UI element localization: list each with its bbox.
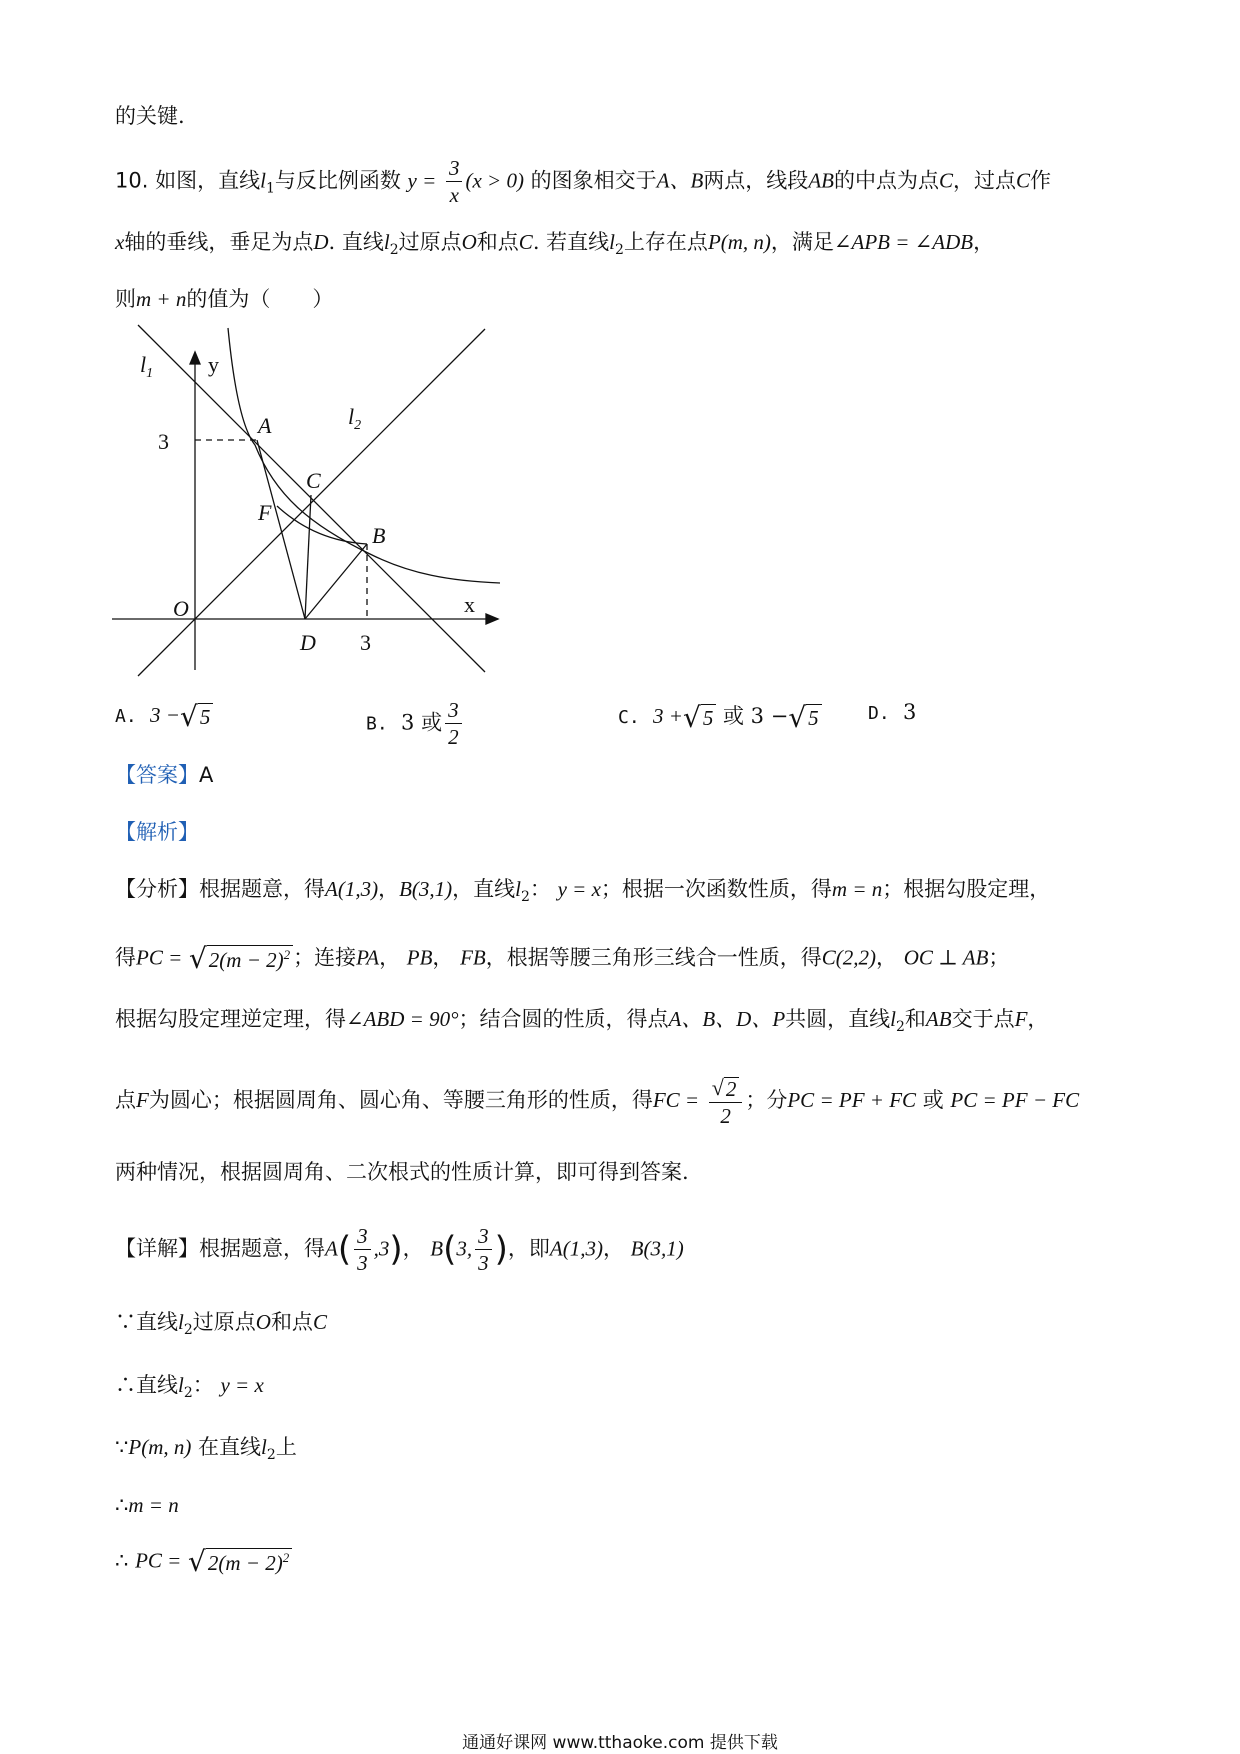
step-3: ∵P(m, n) 在直线$l_2$上 [115, 1435, 297, 1464]
page-footer: 通通好课网 www.tthaoke.com 提供下载 [462, 1733, 778, 1753]
y-axis-arrow [190, 352, 200, 364]
label-l2: $l_2$ [348, 404, 362, 433]
segment-fb [277, 506, 367, 544]
question-line-2: x轴的垂线，垂足为点D. 直线$l_2$过原点O和点C. 若直线$l_2$上存在点P(m, n)，满足∠APB = ∠ADB， [115, 230, 995, 259]
question-line-1: 10. 如图，直线$l_1$与反比例函数 y = $\frac{3}{x}$ (x > 0) 的图象相交于A、B两点，线段AB的中点为点C，过点C作 [115, 156, 1051, 207]
option-b: B. 3 或 $\frac{3}{2}$ [366, 700, 465, 748]
segment-ad [257, 440, 305, 619]
question-line-3: 则m + n的值为（ ） [115, 287, 334, 311]
fenxi-line-3: 根据勾股定理逆定理，得∠ABD = 90°；结合圆的性质，得点A、B、D、P共圆，直线$l_2$和AB交于点F， [115, 1007, 1049, 1036]
label-3-y: 3 [158, 429, 169, 454]
step-5: ∴ PC = $√2(m - 2)^2$ [115, 1545, 292, 1579]
step-2: ∴直线$l_2$： y = x [115, 1373, 264, 1402]
fenxi-line-4: 点F为圆心；根据圆周角、圆心角、等腰三角形的性质，得FC = $\frac{√2}{2}$ ；分PC = PF + FC 或 PC = PF − FC [115, 1075, 1080, 1129]
label-l1: $l_1$ [140, 352, 154, 381]
line-l1 [138, 325, 485, 672]
fenxi-line-5: 两种情况，根据圆周角、二次根式的性质计算，即可得到答案. [115, 1160, 689, 1184]
label-3-x: 3 [360, 630, 371, 655]
function-fraction: $\frac{3}{x}$ [446, 158, 463, 206]
label-o: O [173, 596, 189, 621]
segment-cd [305, 495, 311, 619]
question-number: 10. [115, 168, 149, 193]
analysis-tag: 【解析】 [115, 820, 199, 844]
fenxi-line-2: 得PC = $√2(m - 2)^2$ ；连接PA， PB， FB，根据等腰三角形三线合一性质，得C(2,2)， OC ⊥ AB； [115, 942, 1010, 975]
step-1: ∵直线$l_2$过原点O和点C [115, 1310, 327, 1339]
label-c: C [306, 468, 321, 493]
option-d: D. 3 [868, 700, 917, 724]
detail-line: 【详解】根据题意，得A( $\frac{3}{3}$ ,3)， B(3, $\frac{3}{3}$ )，即A(1,3)， B(3,1) [115, 1224, 684, 1275]
line-l2 [138, 329, 485, 676]
option-a: A. 3 −√5 [115, 700, 213, 733]
intro-text: 的关键. [115, 104, 185, 128]
x-axis-arrow [486, 614, 498, 624]
label-d: D [300, 630, 316, 655]
answer-line [115, 763, 213, 788]
segment-db [305, 544, 367, 619]
label-y: y [208, 352, 219, 377]
option-c: C. 3 +√5 或 3 −√5 [618, 700, 822, 734]
step-4: ∴m = n [115, 1493, 179, 1517]
geometry-figure [110, 320, 510, 680]
label-b: B [372, 523, 386, 548]
label-a: A [258, 413, 272, 438]
label-x: x [464, 592, 475, 617]
fenxi-line-1: 【分析】根据题意，得A(1,3)，B(3,1)，直线$l_2$： y = x；根据一次函数性质，得m = n；根据勾股定理， [115, 877, 1051, 906]
answer-value: A [199, 763, 214, 787]
answer-tag: 【答案】 [115, 763, 199, 787]
label-f: F [258, 500, 272, 525]
